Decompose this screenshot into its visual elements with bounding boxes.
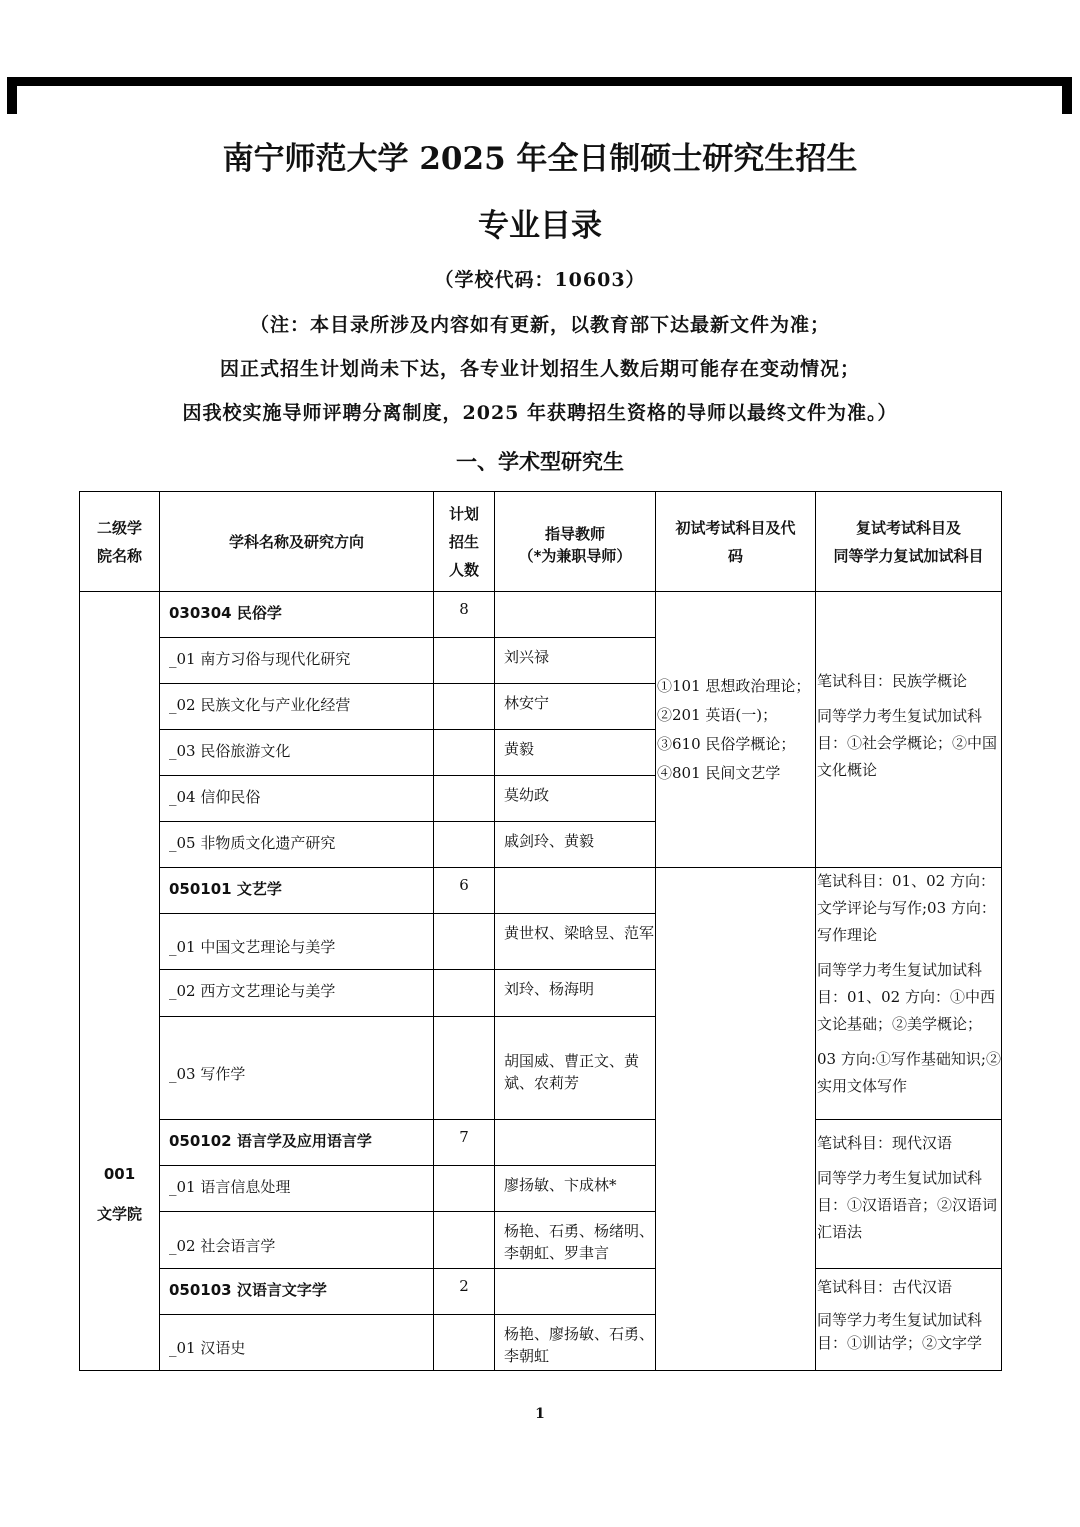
retest-cell (816, 592, 1002, 868)
tutor-cell: 胡国威、曹正文、黄斌、农莉芳 (495, 1017, 656, 1120)
tutor-cell: 刘玲、杨海明 (495, 970, 656, 1017)
direction-name: _04 信仰民俗 (160, 776, 434, 822)
retest-equivalent: 同等学力考生复试加试科目：①汉语语音；②汉语词汇语法 (817, 1169, 998, 1241)
plan-count: 2 (434, 1269, 495, 1315)
plan-count (434, 1166, 495, 1212)
direction-name: _03 民俗旅游文化 (160, 730, 434, 776)
initial-exam-cell: ①101 思想政治理论；②201 英语(一)；③610 民俗学概论；④801 民间文艺学 (656, 592, 816, 868)
direction-name: _02 社会语言学 (160, 1212, 434, 1269)
header-college-line1: 二级学 (96, 518, 142, 537)
initial-exam-cell-empty (656, 868, 816, 1371)
plan-count (434, 970, 495, 1017)
header-initial-exam-line1: 初试考试科目及代 (675, 518, 796, 537)
retest-equivalent: 同等学力考生复试加试科目：①社会学概论；②中国文化概论 (817, 706, 998, 779)
note-line-3: 因我校实施导师评聘分离制度，2025 年获聘招生资格的导师以最终文件为准。） (182, 402, 898, 424)
tutor-cell: 杨艳、廖扬敏、石勇、李朝虹 (495, 1315, 656, 1371)
plan-count (434, 914, 495, 970)
tutor-cell: 莫幼政 (495, 776, 656, 822)
direction-name: _01 语言信息处理 (160, 1166, 434, 1212)
retest-equivalent: 同等学力考生复试加试科目：01、02 方向：①中西文论基础；②美学概论； (817, 961, 995, 1033)
section-title: 一、学术型研究生 (456, 450, 624, 474)
header-initial-exam (656, 492, 816, 592)
college-name: 文学院 (96, 1205, 142, 1223)
tutor-cell: 黄毅 (495, 730, 656, 776)
note-line-2: 因正式招生计划尚未下达，各专业计划招生人数后期可能存在变动情况； (219, 358, 860, 380)
direction-name: _02 民族文化与产业化经营 (160, 684, 434, 730)
table-row (80, 868, 1002, 914)
top-border-left-tick (7, 77, 17, 114)
header-tutor-line2: （*为兼职导师） (518, 546, 632, 565)
header-retest-line1: 复试考试科目及 (855, 518, 961, 537)
plan-count (434, 822, 495, 868)
catalog-table (79, 491, 1002, 1371)
college-code: 001 (103, 1165, 136, 1183)
header-tutor-line1: 指导教师 (544, 524, 605, 543)
plan-count (434, 730, 495, 776)
document-title: 南宁师范大学 2025 年全日制硕士研究生招生 (222, 141, 858, 177)
college-cell (80, 592, 160, 1371)
major-name: 050103 汉语言文字学 (160, 1269, 434, 1315)
table-row (80, 592, 1002, 638)
retest-written: 笔试科目：民族学概论 (817, 671, 968, 690)
tutor-cell (495, 1269, 656, 1315)
plan-count (434, 776, 495, 822)
header-plan-line2: 招生 (448, 532, 479, 551)
top-border-right-tick (1062, 77, 1072, 114)
tutor-cell: 林安宁 (495, 684, 656, 730)
plan-count: 8 (434, 592, 495, 638)
plan-count (434, 1017, 495, 1120)
direction-name: _01 南方习俗与现代化研究 (160, 638, 434, 684)
document-subtitle: 专业目录 (478, 208, 602, 244)
retest-written: 笔试科目：现代汉语 (817, 1134, 953, 1152)
major-name: 030304 民俗学 (160, 592, 434, 638)
header-college (80, 492, 160, 592)
tutor-cell: 刘兴禄 (495, 638, 656, 684)
header-tutor (495, 492, 656, 592)
header-major: 学科名称及研究方向 (160, 492, 434, 592)
plan-count: 7 (434, 1120, 495, 1166)
header-plan-line1: 计划 (448, 504, 479, 523)
retest-equivalent-03: 03 方向:①写作基础知识;②实用文体写作 (817, 1050, 1001, 1095)
header-initial-exam-line2: 码 (727, 546, 743, 565)
tutor-cell: 戚剑玲、黄毅 (495, 822, 656, 868)
plan-count (434, 1315, 495, 1371)
direction-name: _03 写作学 (160, 1017, 434, 1120)
direction-name: _02 西方文艺理论与美学 (160, 970, 434, 1017)
retest-cell (816, 1120, 1002, 1269)
table-header-row (80, 492, 1002, 592)
plan-count (434, 1212, 495, 1269)
tutor-cell: 黄世权、梁晗昱、范军 (495, 914, 656, 970)
header-plan (434, 492, 495, 592)
tutor-cell: 杨艳、石勇、杨绪明、李朝虹、罗聿言 (495, 1212, 656, 1269)
table-row (80, 1269, 1002, 1315)
retest-equivalent: 同等学力考生复试加试科目：①训诂学；②文字学 (817, 1311, 983, 1352)
tutor-cell (495, 592, 656, 638)
header-plan-line3: 人数 (448, 560, 479, 579)
major-name: 050101 文艺学 (160, 868, 434, 914)
retest-cell (816, 1269, 1002, 1371)
school-code: （学校代码：10603） (434, 269, 646, 291)
note-line-1: （注：本目录所涉及内容如有更新，以教育部下达最新文件为准； (249, 314, 830, 336)
header-retest-line2: 同等学力复试加试科目 (833, 546, 984, 565)
top-border-bar (7, 77, 1072, 86)
direction-name: _01 汉语史 (160, 1315, 434, 1371)
retest-written: 笔试科目：古代汉语 (817, 1278, 953, 1296)
header-college-line2: 院名称 (96, 546, 142, 565)
tutor-cell: 廖扬敏、卞成林* (495, 1166, 656, 1212)
direction-name: _01 中国文艺理论与美学 (160, 914, 434, 970)
plan-count (434, 638, 495, 684)
plan-count (434, 684, 495, 730)
header-retest (816, 492, 1002, 592)
page-number: 1 (535, 1406, 545, 1422)
direction-name: _05 非物质文化遗产研究 (160, 822, 434, 868)
retest-written: 笔试科目：01、02 方向：文学评论与写作;03 方向：写作理论 (817, 872, 996, 944)
tutor-cell (495, 868, 656, 914)
table-row (80, 1120, 1002, 1166)
major-name: 050102 语言学及应用语言学 (160, 1120, 434, 1166)
retest-cell (816, 868, 1002, 1120)
plan-count: 6 (434, 868, 495, 914)
tutor-cell (495, 1120, 656, 1166)
